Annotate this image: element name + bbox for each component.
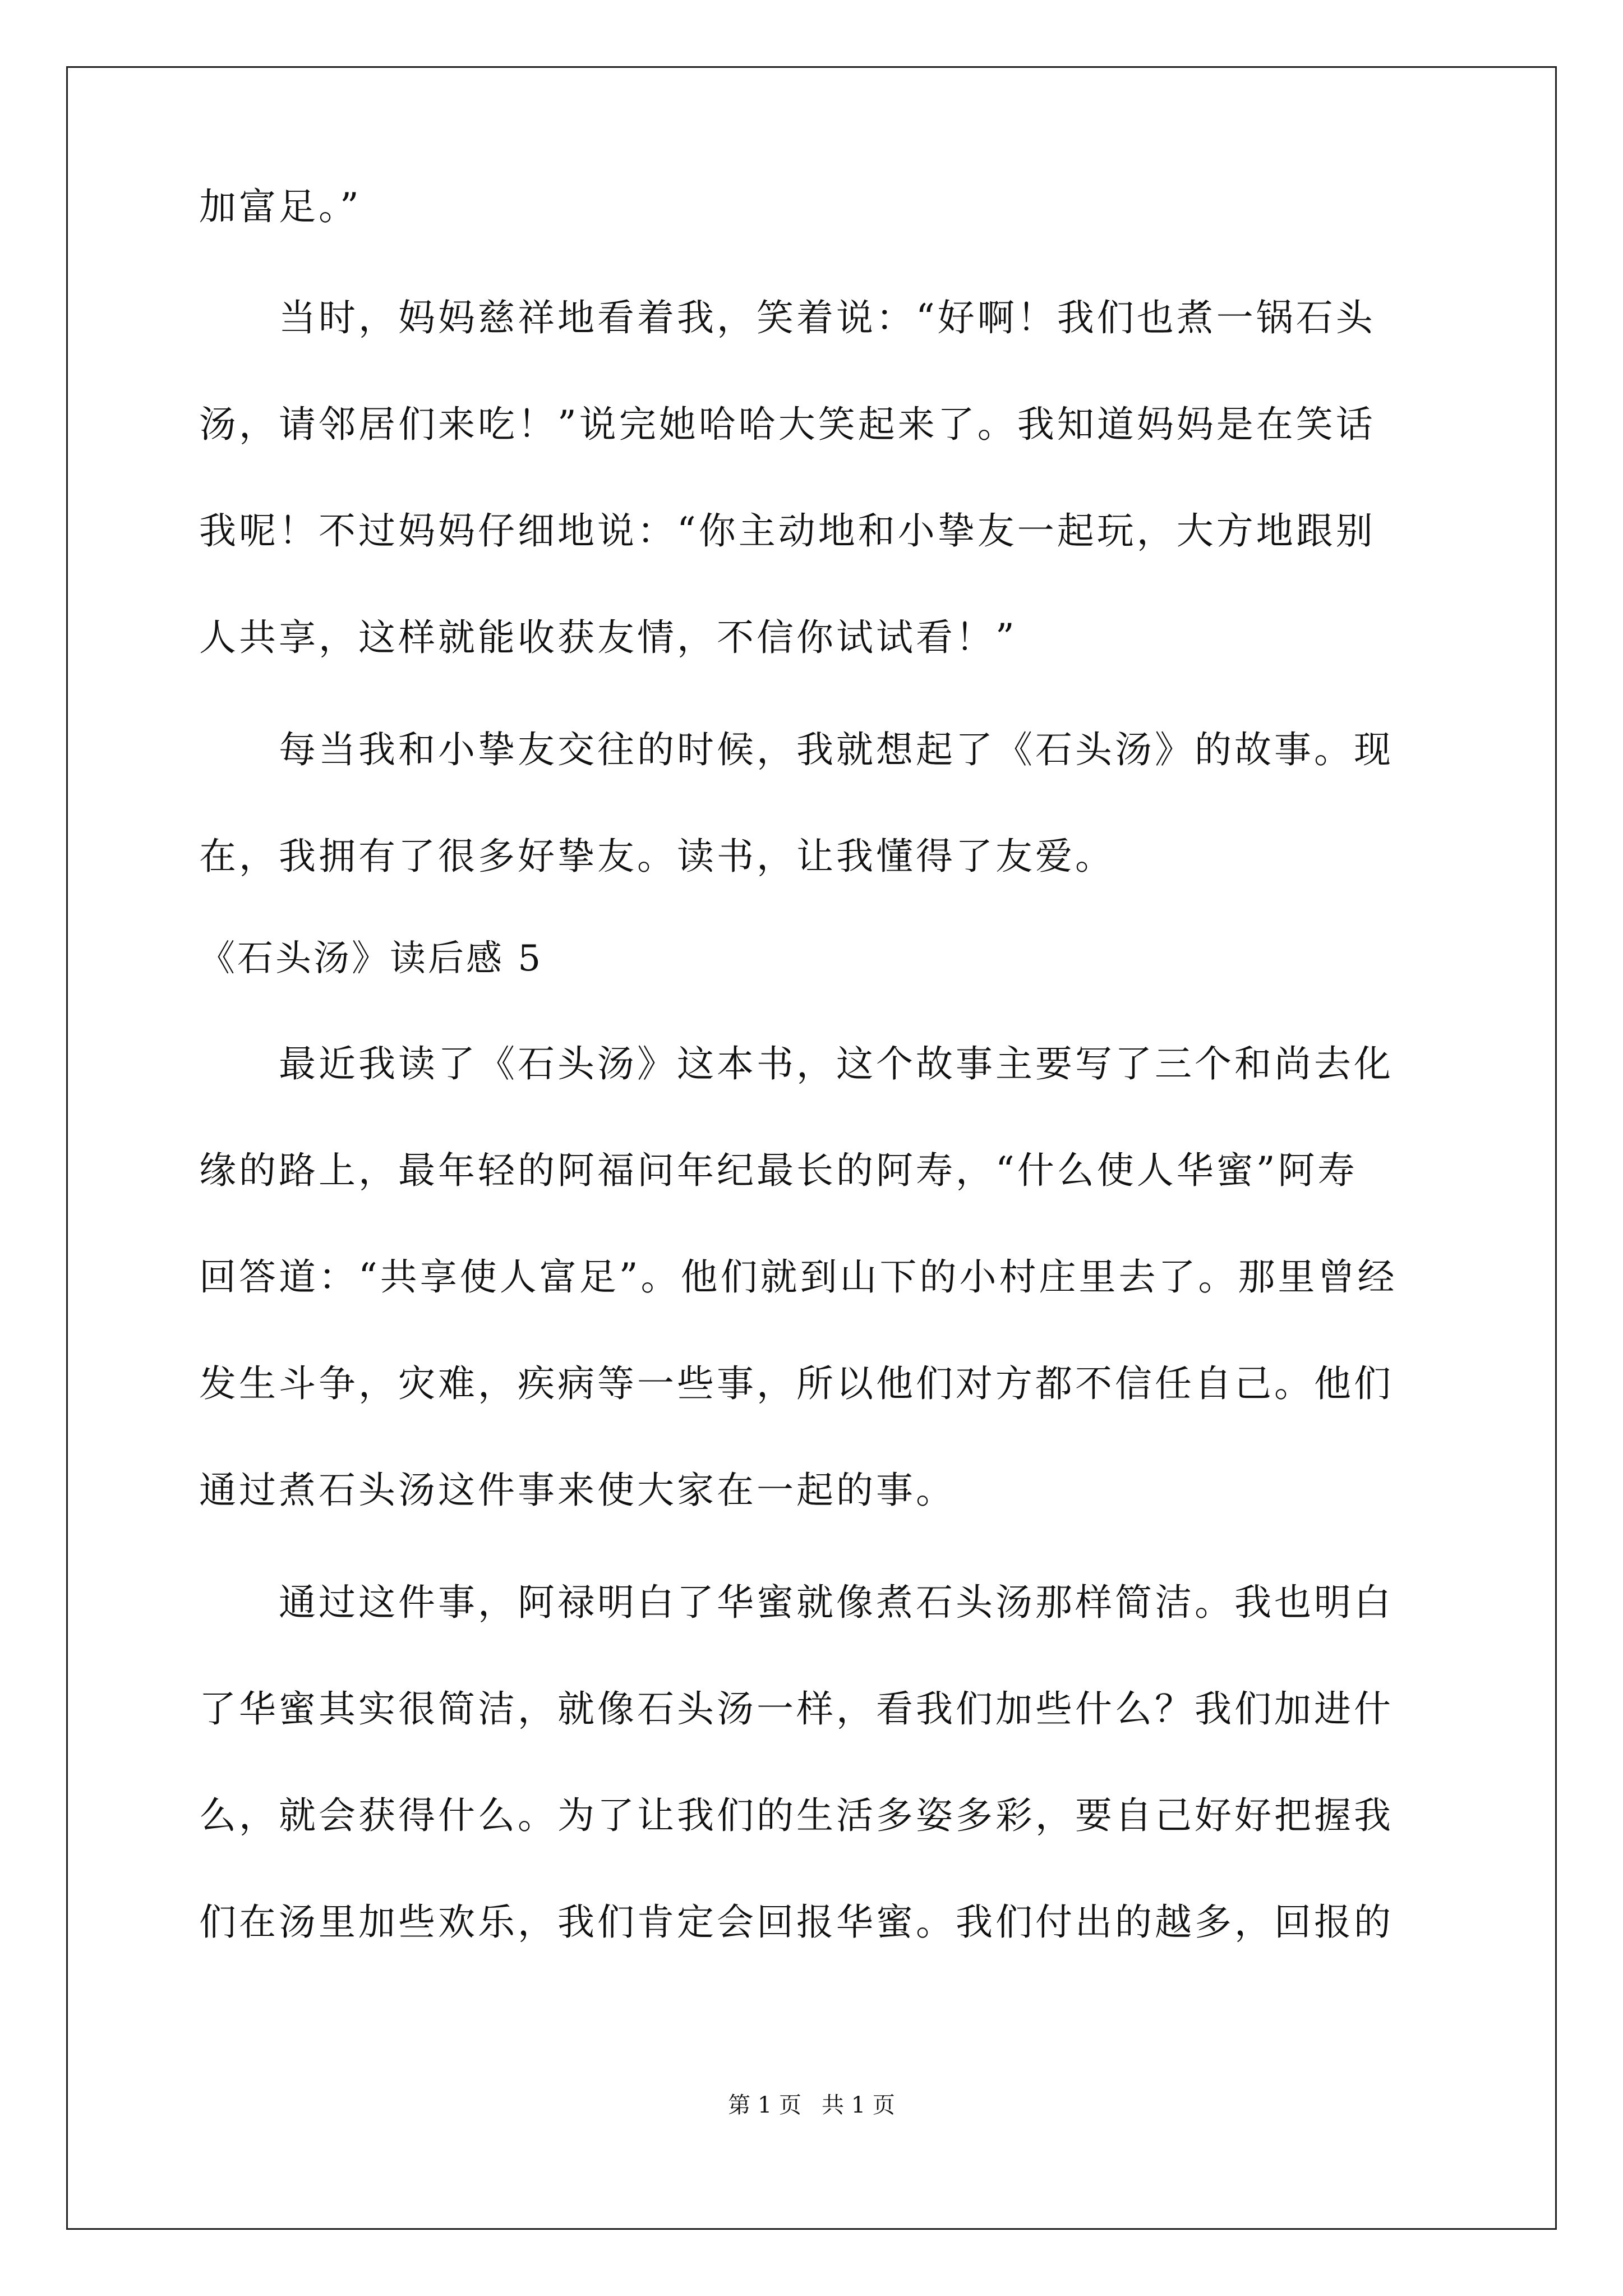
text-line: 加富足。” [199, 185, 362, 228]
text-line: 回答道：“共享使人富足”。他们就到山下的小村庄里去了。那里曾经 [199, 1255, 1398, 1299]
text-line: 每当我和小挚友交往的时候，我就想起了《石头汤》的故事。现 [199, 728, 1394, 771]
text-line: 们在汤里加些欢乐，我们肯定会回报华蜜。我们付出的越多，回报的 [199, 1901, 1394, 1944]
page-total: 共 1 页 [822, 2092, 895, 2118]
text-line: 我呢！不过妈妈仔细地说：“你主动地和小挚友一起玩，大方地跟别 [199, 509, 1376, 553]
text-line: 发生斗争，灾难，疾病等一些事，所以他们对方都不信任自己。他们 [199, 1362, 1394, 1405]
text-line: 人共享，这样就能收获友情，不信你试试看！” [199, 616, 1017, 659]
page-number: 第 1 页 [728, 2092, 801, 2118]
text-line: 最近我读了《石头汤》这本书，这个故事主要写了三个和尚去化 [199, 1042, 1394, 1085]
text-line: 在，我拥有了很多好挚友。读书，让我懂得了友爱。 [199, 835, 1115, 878]
text-line: 通过这件事，阿禄明白了华蜜就像煮石头汤那样简洁。我也明白 [199, 1581, 1394, 1624]
text-line: 当时，妈妈慈祥地看着我，笑着说：“好啊！我们也煮一锅石头 [199, 296, 1376, 339]
section-heading: 《石头汤》读后感 5 [199, 938, 543, 979]
text-line: 么，就会获得什么。为了让我们的生活多姿多彩，要自己好好把握我 [199, 1794, 1394, 1837]
text-line: 缘的路上，最年轻的阿福问年纪最长的阿寿，“什么使人华蜜”阿寿 [199, 1149, 1358, 1192]
text-line: 通过煮石头汤这件事来使大家在一起的事。 [199, 1469, 956, 1512]
text-line: 汤，请邻居们来吃！”说完她哈哈大笑起来了。我知道妈妈是在笑话 [199, 403, 1376, 446]
page-footer [0, 2091, 1623, 2119]
text-line: 了华蜜其实很简洁，就像石头汤一样，看我们加些什么？我们加进什 [199, 1687, 1394, 1731]
